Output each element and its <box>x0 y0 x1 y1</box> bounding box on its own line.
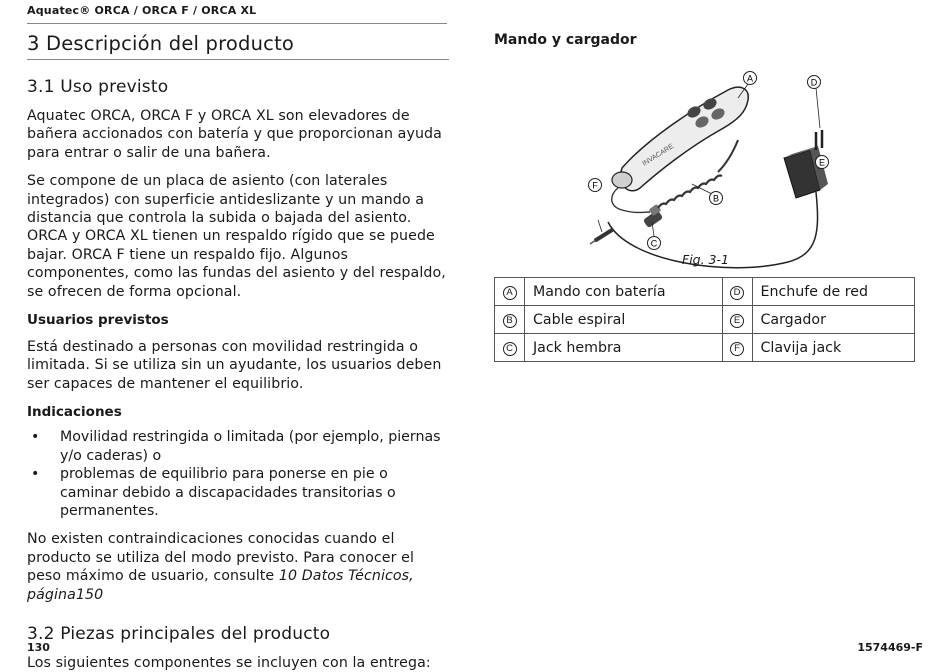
running-header: Aquatec® ORCA / ORCA F / ORCA XL <box>27 4 257 17</box>
svg-text:D: D <box>810 77 818 88</box>
section-title-divider <box>27 59 449 60</box>
document-id: 1574469-F <box>857 641 923 654</box>
legend-value: Jack hembra <box>525 334 723 362</box>
header-divider <box>27 23 447 24</box>
table-row <box>495 334 915 362</box>
section-3-2-title: 3.2 Piezas principales del producto <box>27 623 331 644</box>
legend-key: D <box>730 286 744 300</box>
right-column <box>494 32 916 356</box>
legend-key: E <box>730 314 744 328</box>
cross-reference-link[interactable]: 10 Datos Técnicos, página150 <box>27 568 414 603</box>
list-item: • problemas de equilibrio para ponerse en pie o caminar debido a discapacidades transitorias o permanentes. <box>31 466 396 519</box>
legend-key: A <box>503 286 517 300</box>
svg-text:A: A <box>746 73 754 84</box>
legend-value: Mando con batería <box>525 278 723 306</box>
table-row <box>495 278 915 306</box>
legend-value: Clavija jack <box>752 334 915 362</box>
list-item: • Movilidad restringida o limitada (por ejemplo, piernas y/o caderas) o <box>31 429 441 464</box>
table-row <box>495 306 915 334</box>
legend-key: B <box>503 314 517 328</box>
remote-charger-illustration <box>588 72 848 278</box>
indications-heading: Indicaciones <box>27 404 122 421</box>
figure-title: Mando y cargador <box>494 32 637 48</box>
parts-legend-table <box>494 277 915 362</box>
legend-value: Cargador <box>752 306 915 334</box>
legend-key: C <box>503 342 517 356</box>
section-3-1-title: 3.1 Uso previsto <box>27 77 169 97</box>
svg-text:E: E <box>818 157 826 168</box>
legend-value: Enchufe de red <box>752 278 915 306</box>
figure-caption: Fig. 3-1 <box>682 252 729 267</box>
contraindications-paragraph: No existen contraindicaciones conocidas cuando el producto se utiliza del modo previsto. Para conocer el peso máximo de usuario, consulte 10 Datos Técnicos, página150 <box>27 531 415 603</box>
jack-socket-icon <box>643 204 663 228</box>
delivery-paragraph: Los siguientes componentes se incluyen con la entrega: <box>27 654 431 671</box>
remote-control-icon <box>612 87 748 191</box>
indications-list <box>27 428 449 520</box>
legend-value: Cable espiral <box>525 306 723 334</box>
callout-f <box>589 179 602 192</box>
callout-c <box>648 237 661 250</box>
left-column <box>27 28 449 672</box>
jack-plug-icon <box>590 230 612 244</box>
users-heading: Usuarios previstos <box>27 312 169 329</box>
svg-text:B: B <box>712 193 720 204</box>
intro-paragraph: Aquatec ORCA, ORCA F y ORCA XL son elevadores de bañera accionados con batería y que proporcionan ayuda para entrar o salir de una bañera. <box>27 108 442 161</box>
composition-paragraph: Se compone de un placa de asiento (con laterales integrados) con superficie antideslizante y un mando a distancia que controla la subida o bajada del asiento. ORCA y ORCA XL tienen un respaldo rígido que se puede bajar. ORCA F tiene un respaldo fijo. Algunos componentes, como las fundas del asiento y del respaldo, se ofrecen de forma opcional. <box>27 173 446 300</box>
callout-e <box>816 156 829 169</box>
section-3-title: 3 Descripción del producto <box>27 32 295 55</box>
remote-brand-label: INVACARE <box>641 143 675 168</box>
callout-a <box>744 72 757 85</box>
page-number: 130 <box>27 641 50 654</box>
callout-d <box>808 76 821 89</box>
callout-b <box>710 192 723 205</box>
svg-text:F: F <box>592 180 598 191</box>
svg-text:C: C <box>650 238 658 249</box>
users-paragraph: Está destinado a personas con movilidad restringida o limitada. Si se utiliza sin un ayudante, los usuarios deben ser capaces de mantener el equilibrio. <box>27 339 442 392</box>
legend-key: F <box>730 342 744 356</box>
